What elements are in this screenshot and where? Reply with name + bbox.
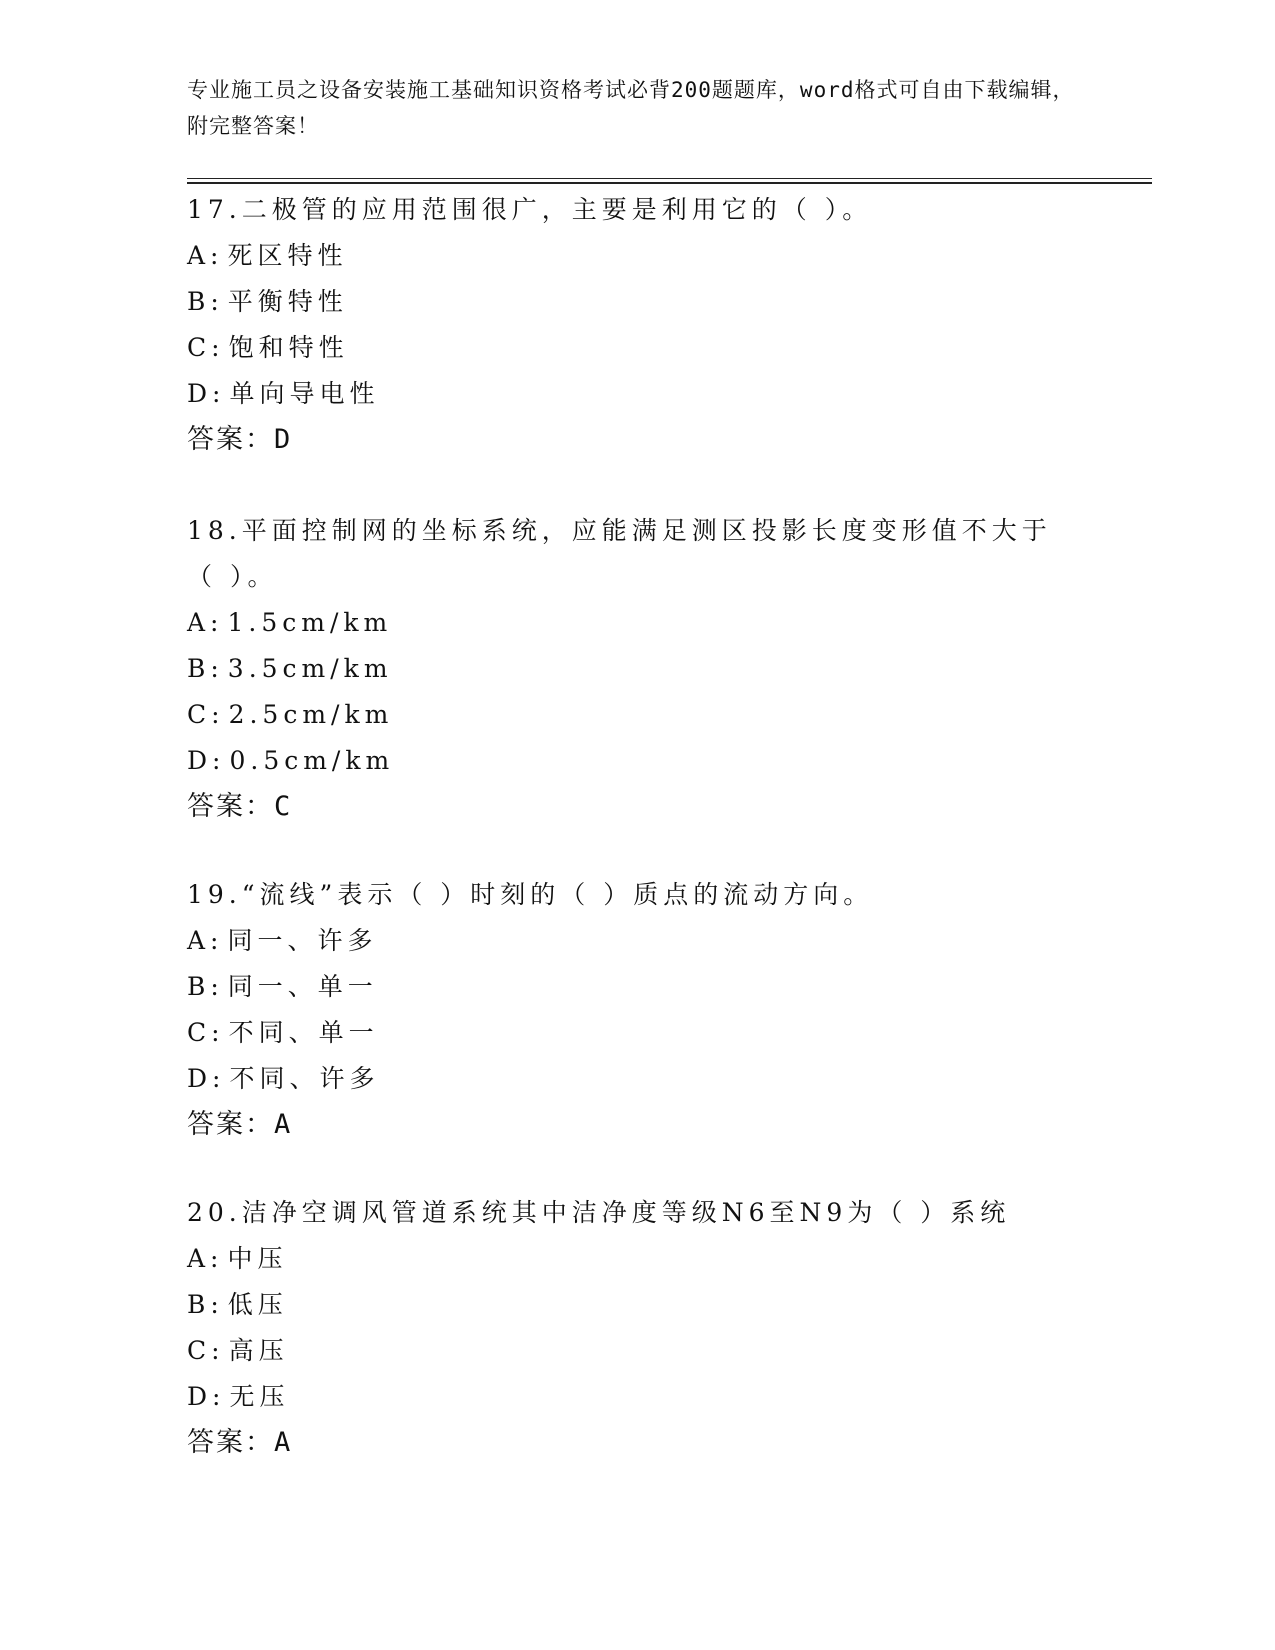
option-text: 低压 — [227, 1290, 288, 1319]
option-letter: D: — [187, 746, 226, 775]
answer: 答案：D — [187, 424, 293, 455]
option-letter: B: — [187, 1290, 224, 1319]
option-text: 0.5cm/km — [229, 746, 395, 775]
header-rule-thin — [187, 178, 1152, 179]
option-text: 同一、单一 — [227, 972, 378, 1001]
option-text: 单向导电性 — [229, 379, 380, 408]
question-20 — [187, 1190, 1067, 1466]
option-text: 3.5cm/km — [227, 654, 393, 683]
option-text: 2.5cm/km — [228, 700, 394, 729]
option-text: 平衡特性 — [227, 287, 348, 316]
option-letter: B: — [187, 972, 224, 1001]
option-letter: C: — [187, 700, 225, 729]
option-text: 无压 — [229, 1382, 290, 1411]
option-letter: D: — [187, 1064, 226, 1093]
option-c — [187, 1010, 1067, 1056]
option-letter: A: — [187, 241, 224, 270]
option-text: 饱和特性 — [228, 333, 349, 362]
option-b — [187, 279, 1067, 325]
option-letter: B: — [187, 654, 224, 683]
question-stem: 19.“流线”表示（ ）时刻的（ ）质点的流动方向。 — [187, 880, 874, 909]
option-text: 中压 — [227, 1244, 288, 1273]
option-b — [187, 1282, 1067, 1328]
question-stem: 20.洁净空调风管道系统其中洁净度等级N6至N9为（ ）系统 — [187, 1198, 1011, 1227]
option-text: 不同、许多 — [229, 1064, 380, 1093]
option-letter: C: — [187, 1336, 225, 1365]
option-letter: A: — [187, 1244, 224, 1273]
question-19 — [187, 872, 1067, 1148]
option-text: 死区特性 — [227, 241, 348, 270]
option-a — [187, 600, 1067, 646]
option-d — [187, 1374, 1067, 1420]
question-18 — [187, 508, 1067, 830]
answer: 答案：A — [187, 1109, 293, 1140]
option-letter: C: — [187, 1018, 225, 1047]
option-a — [187, 1236, 1067, 1282]
option-letter: D: — [187, 379, 226, 408]
option-b — [187, 964, 1067, 1010]
document-header: 专业施工员之设备安装施工基础知识资格考试必背200题题库，word格式可自由下载编辑，附完整答案！ — [187, 78, 1075, 138]
option-text: 同一、许多 — [227, 926, 378, 955]
option-text: 1.5cm/km — [227, 608, 393, 637]
option-b — [187, 646, 1067, 692]
option-d — [187, 371, 1067, 417]
option-letter: D: — [187, 1382, 226, 1411]
option-text: 不同、单一 — [228, 1018, 379, 1047]
header-rule-thick — [187, 182, 1152, 184]
answer: 答案：C — [187, 791, 293, 822]
answer: 答案：A — [187, 1427, 293, 1458]
question-17 — [187, 187, 1067, 463]
option-d — [187, 738, 1067, 784]
option-a — [187, 918, 1067, 964]
option-text: 高压 — [228, 1336, 289, 1365]
question-stem: 18.平面控制网的坐标系统，应能满足测区投影长度变形值不大于（ ）。 — [187, 516, 1052, 591]
option-letter: A: — [187, 608, 224, 637]
option-c — [187, 1328, 1067, 1374]
option-letter: C: — [187, 333, 225, 362]
question-stem: 17.二极管的应用范围很广，主要是利用它的（ ）。 — [187, 195, 873, 224]
option-c — [187, 692, 1067, 738]
option-c — [187, 325, 1067, 371]
option-letter: B: — [187, 287, 224, 316]
option-a — [187, 233, 1067, 279]
option-d — [187, 1056, 1067, 1102]
option-letter: A: — [187, 926, 224, 955]
